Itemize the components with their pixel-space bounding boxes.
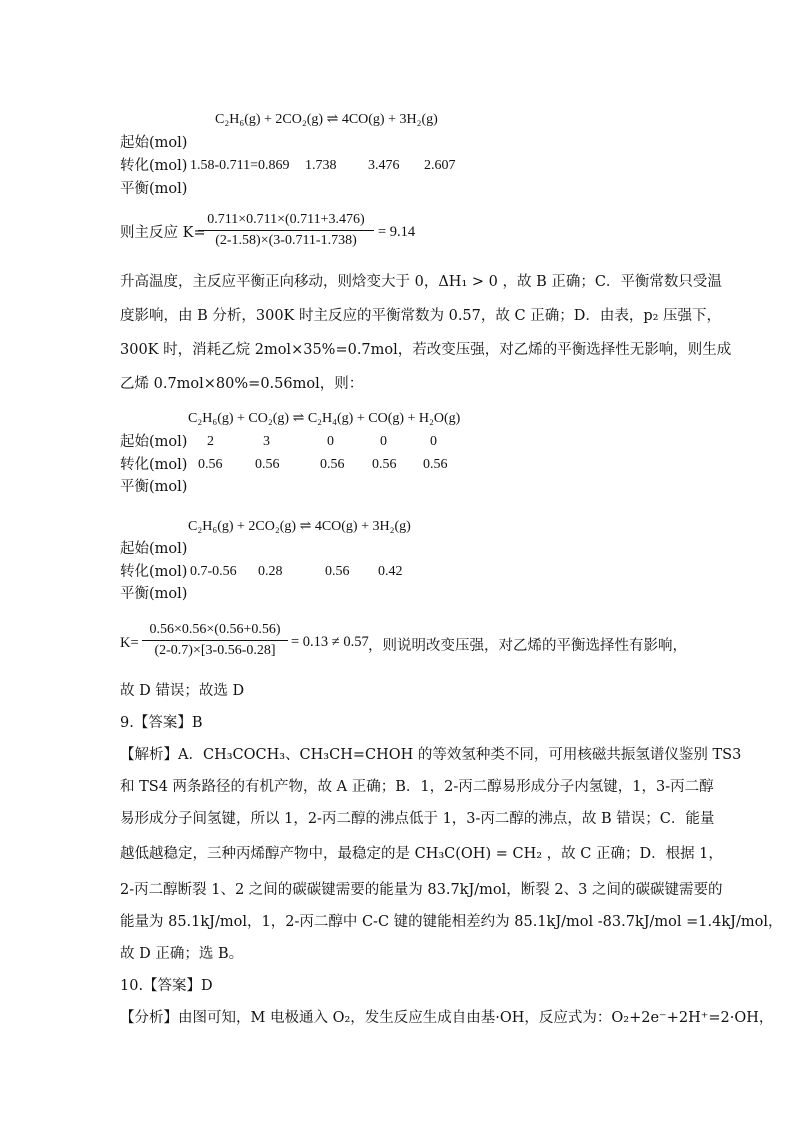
change-value: 0.28 [258,564,283,579]
paragraph-line: 升高温度，主反应平衡正向移动，则焓变大于 0，ΔH₁ > 0 ，故 B 正确；C．平衡常数只受温 [120,274,722,290]
k-main-fraction [198,212,374,249]
change-value: 0.56 [255,457,280,472]
q9-explanation-line: 2-丙二醇断裂 1、2 之间的碳碳键需要的能量为 83.7kJ/mol，断裂 2、3 之间的碳碳键需要的 [120,882,723,898]
q10-analysis-line: 【分析】由图可知，M 电极通入 O₂，发生反应生成自由基·OH，反应式为：O₂+2e⁻+2H⁺=2·OH， [120,1010,774,1026]
initial-value: 0 [430,434,437,449]
change-value: 0.56 [325,564,350,579]
row-label-change: 转化(mol) [120,564,188,580]
q9-explanation-line: 【解析】A．CH₃COCH₃、CH₃CH=CHOH 的等效氢种类不同，可用核磁共振氢谱仪鉴别 TS3 [120,747,742,763]
row-label-initial: 起始(mol) [120,541,188,557]
initial-value: 2 [207,434,214,449]
paragraph-line: 度影响，由 B 分析，300K 时主反应的平衡常数为 0.57，故 C 正确；D．由表，p₂ 压强下， [120,308,722,324]
k-main-result: = 9.14 [378,224,416,240]
q9-explanation-line: 易形成分子间氢键，所以 1，2-丙二醇的沸点低于 1，3-丙二醇的沸点，故 B 错误；C．能量 [120,811,715,827]
change-value: 1.738 [305,158,337,173]
row-label-change: 转化(mol) [120,158,188,174]
row-label-initial: 起始(mol) [120,135,188,151]
paragraph-line: 300K 时，消耗乙烷 2mol×35%=0.7mol，若改变压强，对乙烯的平衡选择性无影响，则生成 [120,342,732,358]
q9-explanation-line: 能量为 85.1kJ/mol，1，2-丙二醇中 C-C 键的键能相差约为 85.1kJ/mol -83.7kJ/mol =1.4kJ/mol， [120,914,783,930]
q9-explanation-line: 和 TS4 两条路径的有机产物，故 A 正确；B．1，2-丙二醇易形成分子内氢键，1，3-丙二醇 [120,779,714,795]
change-value: 0.7-0.56 [190,564,237,579]
fraction-bar [142,640,288,641]
q9-answer: 9.【答案】B [120,715,203,731]
q10-answer: 10.【答案】D [120,978,213,994]
k-new-result: = 0.13 ≠ 0.57 [291,634,369,650]
change-value: 0.56 [372,457,397,472]
initial-value: 0 [327,434,334,449]
row-label-equilibrium: 平衡(mol) [120,586,188,602]
initial-value: 0 [380,434,387,449]
initial-value: 3 [263,434,270,449]
fraction-bar [198,230,374,231]
conclusion-line: 故 D 错误；故选 D [120,683,245,699]
change-value: 2.607 [424,158,456,173]
change-value: 0.56 [423,457,448,472]
k-main-numerator: 0.711×0.711×(0.711+3.476) [207,212,365,227]
k-new-denominator: (2-0.7)×[3-0.56-0.28] [154,643,276,658]
paragraph-line: 乙烯 0.7mol×80%=0.56mol，则： [120,376,364,392]
k-new-conclusion: ，则说明改变压强，对乙烯的平衡选择性有影响， [368,638,687,654]
k-new-prefix: K= [120,635,139,651]
k-main-prefix: 则主反应 K= [120,225,206,241]
change-value: 0.56 [320,457,345,472]
change-value: 0.42 [378,564,403,579]
equation-side-reaction: C₂H₆(g) + CO₂(g) ⇌ C₂H₄(g) + CO(g) + H₂O(g) [188,411,461,426]
k-main-denominator: (2-1.58)×(3-0.711-1.738) [215,233,357,248]
q9-explanation-line: 越低越稳定，三种丙烯醇产物中，最稳定的是 CH₃C(OH) = CH₂ ，故 C 正确；D．根据 1， [120,846,723,862]
change-value: 1.58-0.711=0.869 [190,158,290,173]
change-value: 3.476 [368,158,400,173]
row-label-change: 转化(mol) [120,457,188,473]
change-value: 0.56 [198,457,223,472]
q9-explanation-line: 故 D 正确；选 B。 [120,946,244,962]
row-label-equilibrium: 平衡(mol) [120,181,188,197]
row-label-equilibrium: 平衡(mol) [120,479,188,495]
equation-main-reaction: C₂H₆(g) + 2CO₂(g) ⇌ 4CO(g) + 3H₂(g) [215,112,438,127]
k-new-fraction [142,622,288,659]
k-new-numerator: 0.56×0.56×(0.56+0.56) [149,622,281,637]
equation-main-reaction: C₂H₆(g) + 2CO₂(g) ⇌ 4CO(g) + 3H₂(g) [188,519,411,534]
row-label-initial: 起始(mol) [120,434,188,450]
